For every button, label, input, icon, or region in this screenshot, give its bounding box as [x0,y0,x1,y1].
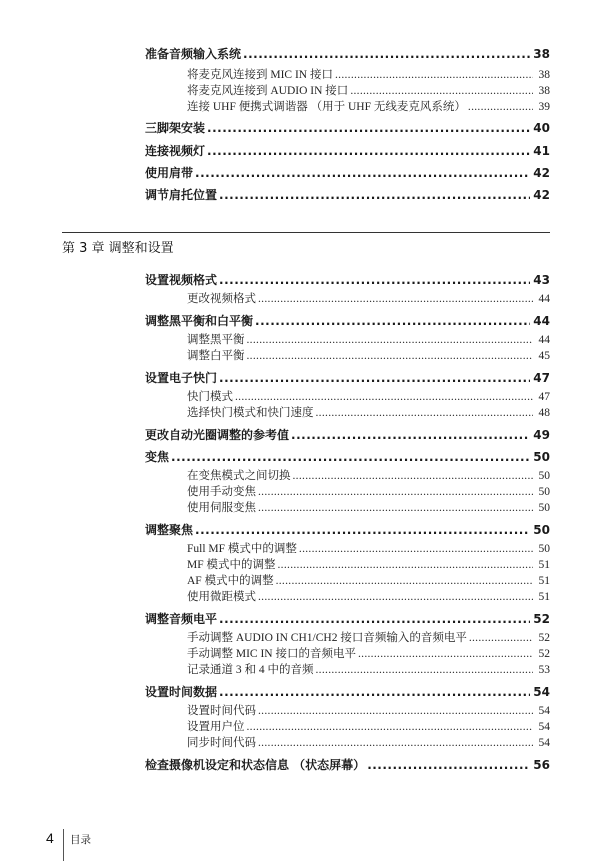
toc-entry[interactable] [145,426,550,443]
toc-entry-title: 在变焦模式之间切换 [187,470,291,482]
dot-leader [316,664,534,676]
toc-entry-page: 54 [538,721,550,733]
toc-entry-title: 使用微距模式 [187,591,256,603]
toc-entry[interactable] [145,610,550,627]
toc-entry-page: 45 [538,350,550,362]
toc-entry-title: 选择快门模式和快门速度 [187,407,314,419]
toc-entry-page: 50 [538,502,550,514]
toc-entry[interactable] [145,369,550,386]
dot-leader [219,371,530,385]
dot-leader [255,314,530,328]
toc-entry-page: 38 [538,85,550,97]
toc-entry-title: 设置视频格式 [145,273,218,287]
toc-entry-title: Full MF 模式中的调整 [187,543,297,555]
dot-leader [278,559,534,571]
toc-subentry[interactable] [187,540,550,556]
toc-entry-page: 42 [533,188,550,202]
toc-subentry[interactable] [187,572,550,588]
toc-subentry[interactable] [187,66,550,82]
dot-leader [469,632,533,644]
toc-entry[interactable] [145,45,550,62]
toc-entry-title: 设置时间代码 [187,705,256,717]
toc-subentry[interactable] [187,98,550,114]
dot-leader [258,737,533,749]
toc-entry-page: 50 [538,486,550,498]
toc-entry-title: 设置电子快门 [145,371,218,385]
toc-entry-page: 52 [538,632,550,644]
toc-entry-page: 51 [538,575,550,587]
toc-entry-title: 连接视频灯 [145,144,206,158]
dot-leader [219,612,530,626]
toc-entry[interactable] [145,142,550,159]
toc-entry-title: 手动调整 MIC IN 接口的音频电平 [187,648,356,660]
toc-entry-page: 51 [538,559,550,571]
dot-leader [207,144,530,158]
toc-entry-page: 44 [533,314,550,328]
toc-subentry[interactable] [187,467,550,483]
toc-subentry[interactable] [187,331,550,347]
toc-entry-title: 三脚架安装 [145,121,206,135]
toc-entry-title: 将麦克风连接到 MIC IN 接口 [187,69,333,81]
toc-entry-page: 44 [538,293,550,305]
toc-entry-title: 更改视频格式 [187,293,256,305]
toc-entry-page: 54 [538,705,550,717]
dot-leader [299,543,533,555]
dot-leader [171,450,530,464]
dot-leader [219,685,530,699]
toc-entry-page: 50 [533,523,550,537]
toc-subentry[interactable] [187,347,550,363]
toc-entry-title: 准备音频输入系统 [145,47,242,61]
toc-entry-page: 50 [533,450,550,464]
toc-entry-title: 使用肩带 [145,166,194,180]
toc-subentry[interactable] [187,588,550,604]
toc-subentry[interactable] [187,645,550,661]
dot-leader [258,591,533,603]
toc-subentry[interactable] [187,290,550,306]
dot-leader [258,486,533,498]
toc-entry-title: 同步时间代码 [187,737,256,749]
toc-entry-title: 调整黑平衡 [187,334,245,346]
toc-entry[interactable] [145,312,550,329]
chapter-divider [62,232,550,233]
toc-entry-page: 50 [538,470,550,482]
toc-entry-title: 调节肩托位置 [145,188,218,202]
dot-leader [258,502,533,514]
dot-leader [335,69,533,81]
toc-entry-title: 调整白平衡 [187,350,245,362]
toc-entry-title: 使用手动变焦 [187,486,256,498]
toc-entry-page: 44 [538,334,550,346]
toc-entry-page: 56 [533,758,550,772]
toc-entry-page: 54 [533,685,550,699]
toc-entry[interactable] [145,271,550,288]
dot-leader [195,523,530,537]
toc-entry-page: 50 [538,543,550,555]
toc-entry-title: 使用伺服变焦 [187,502,256,514]
toc-entry-page: 42 [533,166,550,180]
toc-entry-title: 调整音频电平 [145,612,218,626]
toc-entry-page: 41 [533,144,550,158]
toc-entry-title: MF 模式中的调整 [187,559,276,571]
dot-leader [247,334,534,346]
toc-entry-title: 变焦 [145,450,170,464]
toc-entry-page: 53 [538,664,550,676]
toc-entry-page: 52 [538,648,550,660]
toc-entry-page: 39 [538,101,550,113]
dot-leader [468,101,533,113]
chapter-title: 第 3 章 调整和设置 [62,241,174,256]
dot-leader [350,85,533,97]
dot-leader [258,705,533,717]
toc-entry[interactable] [145,119,550,136]
toc-entry-title: AF 模式中的调整 [187,575,274,587]
toc-subentry[interactable] [187,702,550,718]
dot-leader [235,391,533,403]
toc-entry-page: 38 [533,47,550,61]
toc-entry[interactable] [145,448,550,465]
toc-entry-page: 48 [538,407,550,419]
toc-entry-title: 设置用户位 [187,721,245,733]
dot-leader [367,758,530,772]
toc-subentry[interactable] [187,82,550,98]
toc-entry-title: 调整聚焦 [145,523,194,537]
toc-entry-title: 记录通道 3 和 4 中的音频 [187,664,314,676]
dot-leader [247,721,534,733]
toc-entry-title: 调整黑平衡和白平衡 [145,314,254,328]
toc-entry[interactable] [145,186,550,203]
toc-entry[interactable] [145,756,550,773]
toc-subentry[interactable] [187,718,550,734]
dot-leader [358,648,533,660]
dot-leader [276,575,533,587]
dot-leader [291,428,530,442]
toc-subentry[interactable] [187,499,550,515]
toc-entry-title: 检查摄像机设定和状态信息 （状态屏幕） [145,758,366,772]
toc-entry-page: 38 [538,69,550,81]
toc-subentry[interactable] [187,556,550,572]
toc-entry-title: 设置时间数据 [145,685,218,699]
toc-subentry[interactable] [187,629,550,645]
dot-leader [316,407,534,419]
toc-subentry[interactable] [187,734,550,750]
dot-leader [195,166,530,180]
toc-entry-page: 47 [538,391,550,403]
toc-entry-page: 43 [533,273,550,287]
toc-entry-title: 将麦克风连接到 AUDIO IN 接口 [187,85,349,97]
footer-label: 目录 [70,834,91,846]
dot-leader [258,293,533,305]
toc-entry-title: 快门模式 [187,391,233,403]
dot-leader [243,47,530,61]
toc-entry-page: 52 [533,612,550,626]
dot-leader [247,350,534,362]
toc-subentry[interactable] [187,661,550,677]
toc-subentry[interactable] [187,483,550,499]
toc-entry-title: 更改自动光圈调整的参考值 [145,428,290,442]
toc-entry-title: 手动调整 AUDIO IN CH1/CH2 接口音频输入的音频电平 [187,632,467,644]
page-number: 4 [46,830,54,846]
toc-subentry[interactable] [187,388,550,404]
toc-entry[interactable] [145,521,550,538]
toc-entry-page: 54 [538,737,550,749]
toc-entry-page: 40 [533,121,550,135]
toc-subentry[interactable] [187,404,550,420]
dot-leader [219,273,530,287]
toc-entry-page: 47 [533,371,550,385]
dot-leader [219,188,530,202]
dot-leader [207,121,530,135]
footer-divider [63,829,64,861]
dot-leader [293,470,534,482]
toc-entry-page: 51 [538,591,550,603]
toc-entry[interactable] [145,164,550,181]
toc-entry-title: 连接 UHF 便携式调谐器 （用于 UHF 无线麦克风系统） [187,101,466,113]
toc-entry[interactable] [145,683,550,700]
toc-entry-page: 49 [533,428,550,442]
